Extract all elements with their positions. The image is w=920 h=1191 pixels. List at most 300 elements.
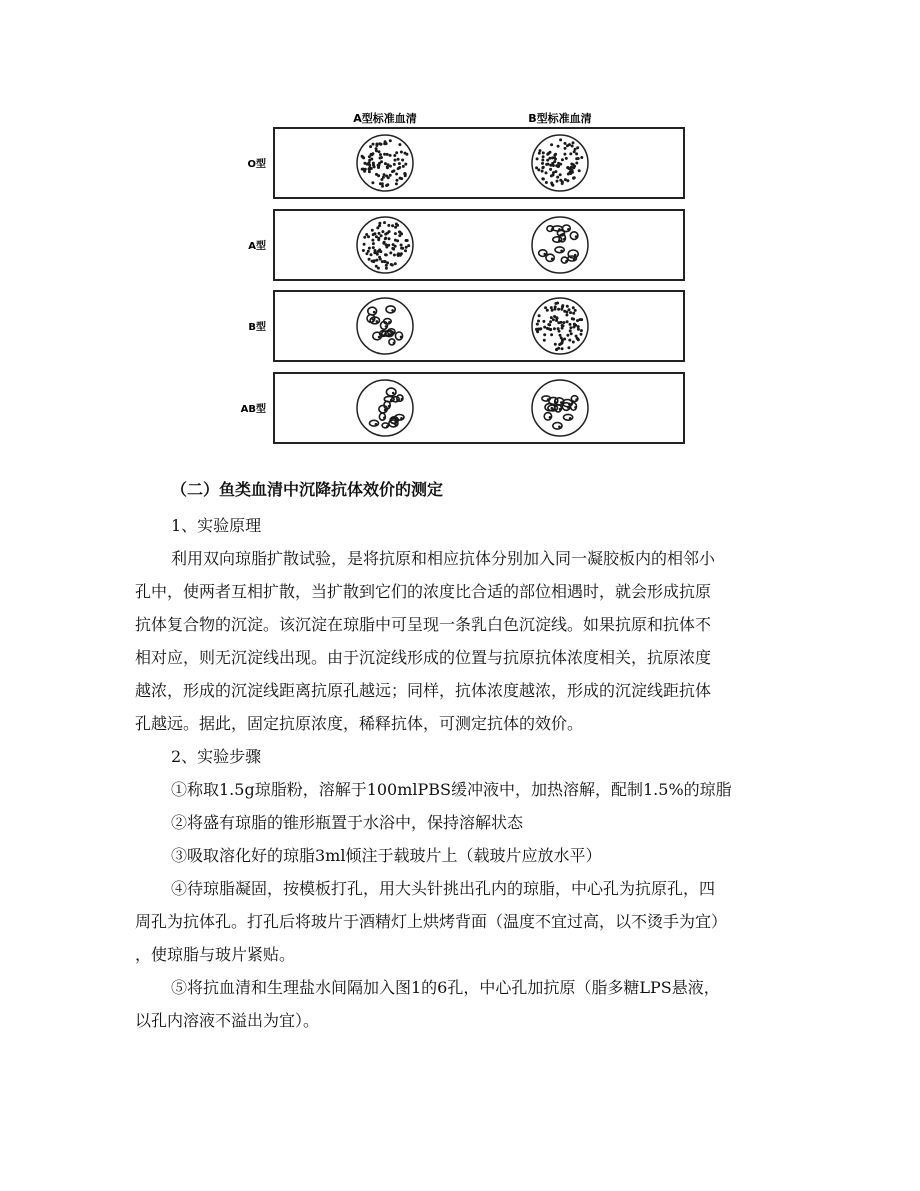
dispersed-cell [402, 165, 405, 168]
dispersed-cell [580, 318, 583, 321]
dispersed-cell [403, 172, 406, 175]
clump-cell [551, 407, 554, 410]
dispersed-cell [372, 143, 375, 146]
clump-cell [390, 333, 393, 336]
dispersed-cell [377, 237, 380, 240]
dispersed-cell [550, 306, 553, 309]
dispersed-cell [363, 243, 366, 246]
clump-cell [575, 235, 578, 238]
dispersed-cell [386, 183, 389, 186]
clump-cell [569, 417, 572, 420]
dispersed-cell [554, 158, 557, 161]
dispersed-cell [541, 170, 544, 173]
dispersed-cell [396, 179, 399, 182]
dispersed-cell [395, 151, 398, 154]
dispersed-cell [363, 236, 366, 239]
dispersed-cell [380, 143, 383, 146]
agglutinated-clump [546, 254, 554, 261]
dispersed-cell [566, 144, 569, 147]
clump-cell [392, 392, 395, 395]
dispersed-cell [573, 150, 576, 153]
dispersed-cell [561, 306, 564, 309]
clump-cell [567, 228, 570, 231]
dispersed-cell [372, 242, 375, 245]
clump-cell [551, 228, 554, 231]
dispersed-cell [553, 315, 556, 318]
dispersed-cell [577, 338, 580, 341]
subheading-principle: 1、实验原理 [171, 516, 262, 535]
dispersed-cell [401, 159, 404, 162]
dispersed-cell [394, 262, 397, 265]
dispersed-cell [389, 174, 392, 177]
clump-cell [563, 238, 566, 241]
agglutinated-clump [539, 250, 547, 257]
dispersed-cell [375, 149, 378, 152]
dispersed-cell [566, 320, 569, 323]
dispersed-cell [543, 333, 546, 336]
clump-cell [393, 342, 396, 345]
dispersed-cell [384, 237, 387, 240]
slide-frame [274, 291, 684, 361]
dispersed-cell [566, 179, 569, 182]
dispersed-cell [576, 319, 579, 322]
dispersed-cell [557, 308, 560, 311]
step-line: 周孔为抗体孔。打孔后将玻片于酒精灯上烘烤背面（温度不宜过高，以不烫手为宜） [135, 912, 728, 931]
dispersed-cell [555, 319, 558, 322]
clump-cell [574, 406, 577, 409]
dispersed-cell [364, 168, 367, 171]
dispersed-cell [562, 324, 565, 327]
clump-cell [391, 309, 394, 312]
dispersed-cell [564, 142, 567, 145]
dispersed-cell [563, 338, 566, 341]
dispersed-cell [391, 247, 394, 250]
clump-cell [386, 425, 389, 428]
dispersed-cell [394, 232, 397, 235]
step-line: ④待琼脂凝固，按模板打孔，用大头针挑出孔内的琼脂，中心孔为抗原孔，四 [171, 879, 716, 898]
dispersed-cell [546, 309, 549, 312]
dispersed-cell [389, 139, 392, 142]
dispersed-cell [384, 233, 387, 236]
dispersed-cell [385, 243, 388, 246]
dispersed-cell [545, 171, 548, 174]
clump-cell [559, 408, 562, 411]
dispersed-cell [544, 306, 547, 309]
dispersed-cell [400, 244, 403, 247]
dispersed-cell [549, 168, 552, 171]
dispersed-cell [552, 318, 555, 321]
dispersed-cell [554, 343, 557, 346]
step-line: ⑤将抗血清和生理盐水间隔加入图1的6孔，中心孔加抗原（脂多糖LPS悬液， [171, 978, 720, 997]
principle-line: 孔越远。据此，固定抗原浓度，稀释抗体，可测定抗体的效价。 [135, 714, 584, 733]
dispersed-cell [559, 163, 562, 166]
dispersed-cell [549, 151, 552, 154]
dispersed-cell [376, 226, 379, 229]
agglutinated-clump [564, 414, 573, 420]
clump-cell [372, 318, 375, 321]
dispersed-cell [398, 230, 401, 233]
clump-cell [375, 423, 378, 426]
dispersed-cell [559, 334, 562, 337]
dispersed-cell [575, 162, 578, 165]
dispersed-cell [370, 167, 373, 170]
dispersed-cell [537, 168, 540, 171]
dispersed-cell [389, 154, 392, 157]
dispersed-cell [371, 229, 374, 232]
dispersed-cell [381, 185, 384, 188]
dispersed-cell [379, 153, 382, 156]
dispersed-cell [572, 312, 575, 315]
dispersed-cell [554, 305, 557, 308]
dispersed-cell [541, 162, 544, 165]
dispersed-cell [407, 244, 410, 247]
dispersed-cell [578, 169, 581, 172]
dispersed-cell [373, 232, 376, 235]
agglutinated-clump [370, 420, 379, 426]
principle-line: 相对应，则无沉淀线出现。由于沉淀线形成的位置与抗原抗体浓度相关，抗原浓度 [135, 648, 712, 667]
dispersed-cell [365, 252, 368, 255]
dispersed-cell [368, 161, 371, 164]
step-line: ①称取1.5g琼脂粉，溶解于100mlPBS缓冲液中，加热溶解，配制1.5%的琼脂 [171, 780, 732, 799]
dispersed-cell [574, 309, 577, 312]
dispersed-cell [400, 177, 403, 180]
step-line: 以孔内溶液不溢出为宜）。 [135, 1011, 320, 1030]
dispersed-cell [385, 175, 388, 178]
dispersed-cell [398, 234, 401, 237]
dispersed-cell [570, 166, 573, 169]
dispersed-cell [397, 158, 400, 161]
dispersed-cell [572, 141, 575, 144]
clump-cell [573, 258, 576, 261]
dispersed-cell [393, 254, 396, 257]
clump-cell [568, 403, 571, 406]
clump-cell [575, 398, 578, 401]
dispersed-cell [561, 347, 564, 350]
agglutinated-clump [368, 307, 377, 315]
dispersed-cell [547, 327, 550, 330]
blood-typing-diagram [222, 108, 690, 446]
dispersed-cell [381, 230, 384, 233]
dispersed-cell [541, 159, 544, 162]
dispersed-cell [574, 324, 577, 327]
dispersed-cell [575, 152, 578, 155]
dispersed-cell [572, 341, 575, 344]
clump-cell [549, 416, 552, 419]
principle-line: 越浓，形成的沉淀线距离抗原孔越远；同样，抗体浓度越浓，形成的沉淀线距抗体 [135, 681, 712, 700]
dispersed-cell [577, 157, 580, 160]
dispersed-cell [383, 241, 386, 244]
dispersed-cell [571, 145, 574, 148]
dispersed-cell [400, 151, 403, 154]
dispersed-cell [572, 306, 575, 309]
dispersed-cell [393, 163, 396, 166]
dispersed-cell [568, 339, 571, 342]
agglutinated-clump [553, 423, 562, 430]
dispersed-cell [387, 224, 390, 227]
dispersed-cell [388, 230, 391, 233]
dispersed-cell [548, 323, 551, 326]
dispersed-cell [368, 247, 371, 250]
dispersed-cell [375, 259, 378, 262]
dispersed-cell [406, 239, 409, 242]
dispersed-cell [562, 321, 565, 324]
agglutinated-clump [386, 388, 396, 396]
dispersed-cell [554, 170, 557, 173]
dispersed-cell [369, 145, 372, 148]
dispersed-cell [553, 327, 556, 330]
row-label: AB型 [240, 404, 266, 415]
dispersed-cell [395, 173, 398, 176]
dispersed-cell [564, 147, 567, 150]
dispersed-cell [542, 320, 545, 323]
dispersed-cell [401, 247, 404, 250]
dispersed-cell [391, 170, 394, 173]
dispersed-cell [397, 167, 400, 170]
dispersed-cell [372, 164, 375, 167]
clump-cell [547, 398, 550, 401]
dispersed-cell [371, 181, 374, 184]
column-label-a: A型标准血清 [353, 112, 417, 125]
step-line: ，使琼脂与玻片紧贴。 [135, 945, 296, 964]
dispersed-cell [371, 239, 374, 242]
slide-frame [274, 210, 684, 280]
clump-cell [387, 333, 390, 336]
dispersed-cell [556, 176, 559, 179]
row-label: O型 [247, 159, 266, 170]
clump-cell [565, 260, 568, 263]
section-title: （二）鱼类血清中沉降抗体效价的测定 [171, 480, 444, 499]
clump-cell [388, 405, 391, 408]
clump-cell [560, 250, 563, 253]
dispersed-cell [396, 224, 399, 227]
blood-typing-figure [222, 108, 690, 446]
dispersed-cell [384, 260, 387, 263]
slide-frame [274, 128, 684, 198]
dispersed-cell [391, 224, 394, 227]
dispersed-cell [384, 140, 387, 143]
dispersed-cell [383, 173, 386, 176]
dispersed-cell [563, 153, 566, 156]
dispersed-cell [384, 253, 387, 256]
dispersed-cell [393, 154, 396, 157]
row-label: A型 [248, 241, 266, 252]
column-label-b: B型标准血清 [528, 112, 592, 125]
dispersed-cell [559, 138, 562, 141]
principle-line: 抗体复合物的沉淀。该沉淀在琼脂中可呈现一条乳白色沉淀线。如果抗原和抗体不 [135, 615, 712, 634]
dispersed-cell [372, 260, 375, 263]
dispersed-cell [400, 252, 403, 255]
dispersed-cell [376, 253, 379, 256]
clump-cell [373, 311, 376, 314]
dispersed-cell [398, 143, 401, 146]
clump-cell [384, 333, 387, 336]
dispersed-cell [375, 265, 378, 268]
dispersed-cell [551, 162, 554, 165]
dispersed-cell [382, 176, 385, 179]
dispersed-cell [383, 221, 386, 224]
dispersed-cell [550, 143, 553, 146]
dispersed-cell [380, 234, 383, 237]
principle-line: 孔中，使两者互相扩散，当扩散到它们的浓度比合适的部位相遇时，就会形成抗原 [135, 582, 712, 601]
dispersed-cell [386, 153, 389, 156]
agglutinated-clump [384, 396, 394, 401]
agglutinated-clump [553, 237, 562, 242]
dispersed-cell [385, 267, 388, 270]
clump-cell [551, 258, 554, 261]
dispersed-cell [550, 333, 553, 336]
dispersed-cell [554, 153, 557, 156]
dispersed-cell [542, 155, 545, 158]
dispersed-cell [570, 163, 573, 166]
clump-cell [385, 325, 388, 328]
dispersed-cell [545, 163, 548, 166]
clump-cell [383, 416, 386, 419]
dispersed-cell [378, 222, 381, 225]
dispersed-cell [537, 320, 540, 323]
dispersed-cell [551, 309, 554, 312]
dispersed-cell [542, 166, 545, 169]
dispersed-cell [580, 156, 583, 159]
clump-cell [401, 398, 404, 401]
dispersed-cell [537, 328, 540, 331]
dispersed-cell [554, 302, 557, 305]
dispersed-cell [543, 326, 546, 329]
dispersed-cell [368, 258, 371, 261]
dispersed-cell [572, 176, 575, 179]
dispersed-cell [557, 347, 560, 350]
dispersed-cell [569, 326, 572, 329]
dispersed-cell [555, 164, 558, 167]
dispersed-cell [398, 162, 401, 165]
dispersed-cell [361, 168, 364, 171]
dispersed-cell [577, 328, 580, 331]
dispersed-cell [565, 311, 568, 314]
dispersed-cell [539, 149, 542, 152]
dispersed-cell [567, 346, 570, 349]
dispersed-cell [580, 333, 583, 336]
clump-cell [400, 417, 403, 420]
dispersed-cell [569, 329, 572, 332]
dispersed-cell [580, 329, 583, 332]
dispersed-cell [548, 157, 551, 160]
agglutinated-clump [555, 247, 564, 253]
principle-line: 利用双向琼脂扩散试验，是将抗原和相应抗体分别加入同一凝胶板内的相邻小 [171, 549, 716, 568]
dispersed-cell [381, 260, 384, 263]
dispersed-cell [370, 253, 373, 256]
dispersed-cell [543, 339, 546, 342]
dispersed-cell [565, 157, 568, 160]
dispersed-cell [552, 174, 555, 177]
dispersed-cell [361, 155, 364, 158]
dispersed-cell [538, 152, 541, 155]
dispersed-cell [538, 314, 541, 317]
dispersed-cell [569, 323, 572, 326]
dispersed-cell [378, 232, 381, 235]
dispersed-cell [404, 152, 407, 155]
dispersed-cell [566, 305, 569, 308]
dispersed-cell [372, 246, 375, 249]
dispersed-cell [576, 146, 579, 149]
dispersed-cell [550, 316, 553, 319]
dispersed-cell [561, 158, 564, 161]
dispersed-cell [392, 243, 395, 246]
agglutinated-clump [386, 306, 395, 313]
subheading-steps: 2、实验步骤 [171, 747, 262, 766]
dispersed-cell [549, 320, 552, 323]
dispersed-cell [384, 162, 387, 165]
dispersed-cell [377, 174, 380, 177]
dispersed-cell [370, 153, 373, 156]
dispersed-cell [536, 323, 539, 326]
dispersed-cell [551, 156, 554, 159]
dispersed-cell [379, 157, 382, 160]
clump-cell [558, 426, 561, 429]
dispersed-cell [375, 143, 378, 146]
dispersed-cell [404, 249, 407, 252]
dispersed-cell [570, 332, 573, 335]
dispersed-cell [575, 335, 578, 338]
dispersed-cell [536, 330, 539, 333]
dispersed-cell [378, 256, 381, 259]
dispersed-cell [558, 343, 561, 346]
dispersed-cell [388, 237, 391, 240]
row-label: B型 [248, 322, 266, 333]
dispersed-cell [365, 233, 368, 236]
dispersed-cell [569, 311, 572, 314]
clump-cell [394, 421, 397, 424]
clump-cell [544, 253, 547, 256]
dispersed-cell [571, 317, 574, 320]
dispersed-cell [363, 162, 366, 165]
clump-cell [390, 399, 393, 402]
dispersed-cell [568, 308, 571, 311]
dispersed-cell [362, 249, 365, 252]
clump-cell [558, 239, 561, 242]
dispersed-cell [566, 334, 569, 337]
dispersed-cell [566, 166, 569, 169]
dispersed-cell [536, 157, 539, 160]
dispersed-cell [542, 178, 545, 181]
dispersed-cell [405, 246, 408, 249]
dispersed-cell [379, 250, 382, 253]
dispersed-cell [559, 173, 562, 176]
dispersed-cell [389, 251, 392, 254]
clump-cell [376, 320, 379, 323]
dispersed-cell [557, 327, 560, 330]
dispersed-cell [396, 239, 399, 242]
step-line: ③吸取溶化好的琼脂3ml倾注于载玻片上（载玻片应放水平） [171, 846, 602, 865]
dispersed-cell [542, 151, 545, 154]
dispersed-cell [571, 171, 574, 174]
slide-frame [274, 373, 684, 443]
dispersed-cell [557, 145, 560, 148]
dispersed-cell [550, 182, 553, 185]
clump-cell [562, 233, 565, 236]
dispersed-cell [556, 180, 559, 183]
dispersed-cell [569, 152, 572, 155]
dispersed-cell [557, 321, 560, 324]
clump-cell [400, 336, 403, 339]
step-line: ②将盛有琼脂的锥形瓶置于水浴中，保持溶解状态 [171, 813, 524, 832]
dispersed-cell [389, 165, 392, 168]
dispersed-cell [395, 182, 398, 185]
dispersed-cell [394, 159, 397, 162]
dispersed-cell [545, 181, 548, 184]
clump-cell [388, 321, 391, 324]
dispersed-cell [378, 150, 381, 153]
clump-cell [384, 409, 387, 412]
dispersed-cell [565, 314, 568, 317]
